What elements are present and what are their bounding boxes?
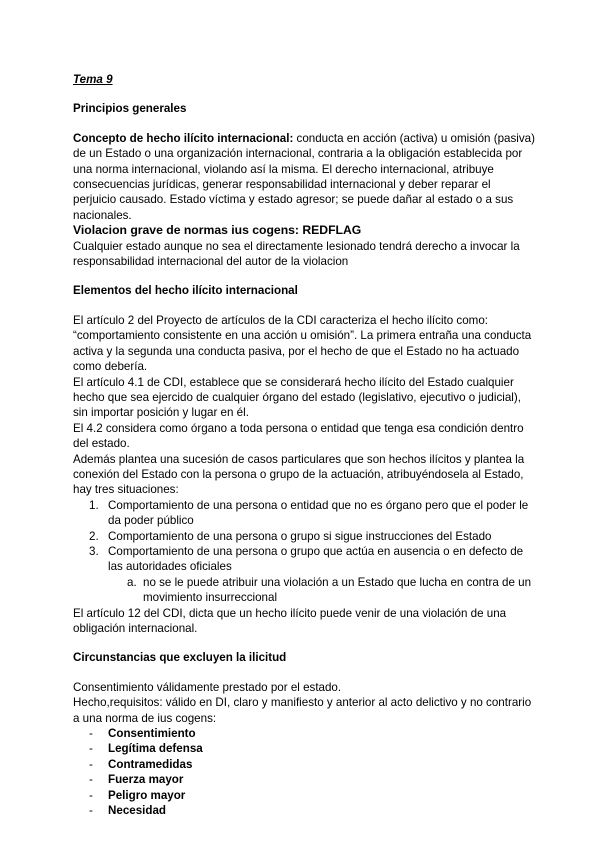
dash-bullet: - [89, 788, 93, 802]
circunstancias-paragraph-2: Hecho,requisitos: válido en DI, claro y manifiesto y anterior al acto delictivo y no contrario a una norma de ius cogens: [73, 696, 532, 725]
list-item-text: Fuerza mayor [108, 773, 184, 787]
list-item-number: 1. [89, 498, 99, 512]
list-item [73, 529, 535, 544]
list-item [73, 788, 535, 803]
list-item-text: Necesidad [108, 804, 166, 818]
dash-bullet: - [89, 773, 93, 787]
violation-text: Cualquier estado aunque no sea el directamente lesionado tendrá derecho a invocar la responsabilidad internacional del autor de la violacion [73, 239, 520, 269]
elementos-paragraph-3: El 4.2 considera como órgano a toda persona o entidad que tenga esa condición dentro del estado. [73, 421, 524, 451]
list-item-text: Comportamiento de una persona o entidad que no es órgano pero que el poder le da poder público [108, 498, 529, 528]
sub-list-item-text: no se le puede atribuir una violación a un Estado que lucha en contra de un movimiento insurreccional [143, 575, 532, 605]
circunstancias-paragraph-1: Consentimiento válidamente prestado por el estado. [73, 680, 342, 694]
list-item-text: Comportamiento de una persona o grupo que actúa en ausencia o en defecto de las autoridades oficiales [108, 544, 524, 574]
dash-bullet: - [89, 804, 93, 818]
section-heading-elementos: Elementos del hecho ilícito internacional [73, 284, 298, 298]
concept-term: Concepto de hecho ilícito internacional: [73, 131, 294, 145]
dash-bullet: - [89, 757, 93, 771]
list-item [73, 498, 535, 529]
list-item-number: 2. [89, 529, 99, 543]
dash-bullet: - [89, 727, 93, 741]
list-item [73, 757, 535, 772]
concept-text: conducta en acción (activa) u omisión (pasiva) de un Estado o una organización internacional, contraria a la obligación establecida por una norma internacional, violando así la misma. El derecho internacional, atribuye consecuencias jurídicas, generar responsabilidad internacional y deber reparar el perjuicio causado. Estado víctima y estado agresor; se puede dañar al estado o a sus nacionales. [73, 131, 535, 222]
sub-list-item-letter: a. [127, 575, 137, 589]
situations-list [73, 498, 535, 575]
list-item-text: Consentimiento [108, 727, 196, 741]
document-page [73, 72, 535, 818]
sub-list-item [73, 575, 535, 606]
elementos-paragraph-5: El artículo 12 del CDI, dicta que un hecho ilícito puede venir de una violación de una obligación internacional. [73, 606, 507, 635]
list-item-text: Contramedidas [108, 757, 193, 771]
section-heading-principios: Principios generales [73, 102, 187, 116]
list-item [73, 741, 535, 756]
list-item-text: Peligro mayor [108, 788, 186, 802]
elementos-paragraph-1: El artículo 2 del Proyecto de artículos de la CDI caracteriza el hecho ilícito como: “comportamiento consistente en una acción u omisión”. La primera entraña una conducta activa y la segunda una conducta pasiva, por el hecho de que el Estado no ha actuado como debería. [73, 313, 532, 374]
list-item [73, 803, 535, 818]
concept-paragraph [73, 131, 535, 223]
list-item-text: Comportamiento de una persona o grupo si sigue instrucciones del Estado [108, 529, 492, 543]
list-item-number: 3. [89, 544, 99, 558]
list-item [73, 772, 535, 787]
elementos-paragraph-4: Además plantea una sucesión de casos particulares que son hechos ilícitos y plantea la conexión del Estado con la persona o grupo de la actuación, atribuyéndosela al Estado, hay tres situaciones: [73, 452, 525, 497]
list-item-text: Legítima defensa [108, 742, 203, 756]
section-heading-circunstancias: Circunstancias que excluyen la ilicitud [73, 651, 287, 665]
elementos-paragraph-2: El artículo 4.1 de CDI, establece que se considerará hecho ilícito del Estado cualquier hecho que sea ejercido de cualquier órgano del estado (legislativo, ejecutivo o judicial), sin importar posición y lugar en él. [73, 375, 521, 420]
circunstancias-list [73, 726, 535, 818]
list-item [73, 544, 535, 575]
violation-title: Violacion grave de normas ius cogens: REDFLAG [73, 223, 362, 238]
list-item [73, 726, 535, 741]
dash-bullet: - [89, 742, 93, 756]
topic-title: Tema 9 [73, 73, 113, 86]
